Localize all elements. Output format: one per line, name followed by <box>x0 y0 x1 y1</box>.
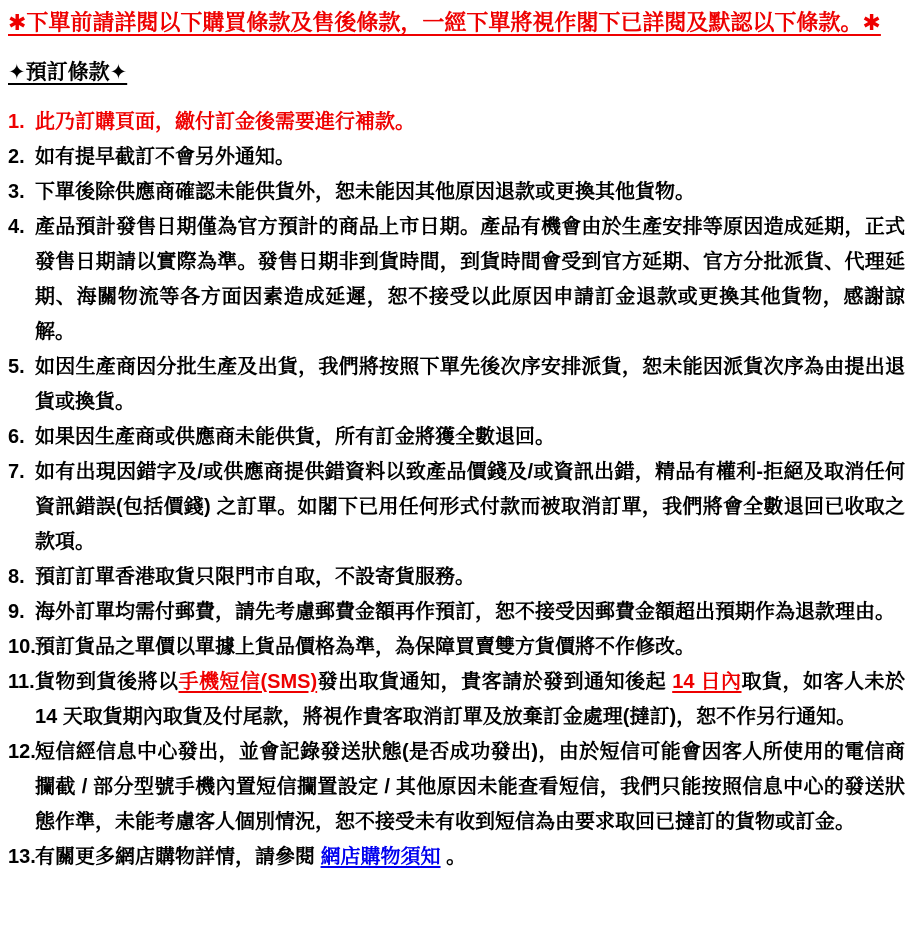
term-text <box>35 216 905 343</box>
term-text <box>35 111 415 133</box>
term-text-segment: 預訂訂單香港取貨只限門市自取，不設寄貨服務。 <box>35 566 475 588</box>
term-text-segment: 下單後除供應商確認未能供貨外，恕未能因其他原因退款或更換其他貨物。 <box>35 181 695 203</box>
term-item <box>8 665 905 735</box>
term-number: 13. <box>8 846 36 868</box>
term-text <box>35 566 475 588</box>
term-text <box>35 601 895 623</box>
term-text <box>35 356 905 413</box>
term-item <box>8 350 905 420</box>
term-number: 9. <box>8 601 25 623</box>
term-number: 10. <box>8 636 36 658</box>
term-item <box>8 140 905 175</box>
term-text-segment: 此乃訂購頁面，繳付訂金後需要進行補款。 <box>35 111 415 133</box>
shop-guide-link[interactable]: 網店購物須知 <box>320 846 441 868</box>
term-number: 6. <box>8 426 25 448</box>
term-text <box>35 146 295 168</box>
term-text-segment: 海外訂單均需付郵費，請先考慮郵費金額再作預訂，恕不接受因郵費金額超出預期作為退款理由。 <box>35 601 895 623</box>
term-item <box>8 630 905 665</box>
term-number: 8. <box>8 566 25 588</box>
term-text <box>35 636 695 658</box>
term-text-segment: 。 <box>440 846 467 868</box>
terms-list <box>8 105 905 875</box>
term-text-segment: 手機短信(SMS) <box>178 671 318 693</box>
term-text-segment: 如果因生產商或供應商未能供貨，所有訂金將獲全數退回。 <box>35 426 555 448</box>
term-text <box>35 741 905 833</box>
term-item <box>8 420 905 455</box>
term-number: 7. <box>8 461 25 483</box>
term-text-segment: 如因生產商因分批生產及出貨，我們將按照下單先後次序安排派貨，恕未能因派貨次序為由提出退貨或換貨。 <box>35 356 905 413</box>
term-text <box>35 461 905 553</box>
term-text-segment: 如有出現因錯字及/或供應商提供錯資料以致產品價錢及/或資訊出錯，精品有權利-拒絕及取消任何資訊錯誤(包括價錢) 之訂單。如閣下已用任何形式付款而被取消訂單，我們將會全數退回已收取之款項。 <box>35 461 905 553</box>
term-text <box>35 846 466 868</box>
term-item <box>8 560 905 595</box>
term-text-segment: 14 日內 <box>672 671 742 693</box>
term-text-segment: 貨物到貨後將以 <box>35 671 179 693</box>
term-number: 4. <box>8 216 25 238</box>
term-number: 3. <box>8 181 25 203</box>
term-number: 12. <box>8 741 36 763</box>
term-text-segment: 產品預計發售日期僅為官方預計的商品上市日期。產品有機會由於生產安排等原因造成延期，正式發售日期請以實際為準。發售日期非到貨時間，到貨時間會受到官方延期、官方分批派貨、代理延期、海關物流等各方面因素造成延遲，恕不接受以此原因申請訂金退款或更換其他貨物，感謝諒解。 <box>35 216 905 343</box>
term-item <box>8 105 905 140</box>
term-item <box>8 175 905 210</box>
term-text-segment: 如有提早截訂不會另外通知。 <box>35 146 295 168</box>
term-item <box>8 735 905 840</box>
term-item <box>8 840 905 875</box>
term-item <box>8 595 905 630</box>
purchase-notice-banner: ✱下單前請詳閱以下購買條款及售後條款，一經下單將視作閣下已詳閱及默認以下條款。✱ <box>8 10 881 35</box>
term-text-segment: 預訂貨品之單價以單據上貨品價格為準，為保障買賣雙方貨價將不作修改。 <box>35 636 695 658</box>
preorder-terms-heading: ✦預訂條款✦ <box>8 61 128 84</box>
term-number: 5. <box>8 356 25 378</box>
term-number: 2. <box>8 146 25 168</box>
term-item <box>8 210 905 350</box>
term-text-segment: 有關更多網店購物詳情，請參閱 <box>35 846 321 868</box>
term-text <box>35 671 905 728</box>
term-number: 1. <box>8 111 25 133</box>
term-text-segment: 取貨，如客人未於 14 天取貨期內取貨及付尾款，將視作貴客取消訂單及放棄訂金處理(撻訂)，恕不作另行通知。 <box>35 671 906 728</box>
term-text <box>35 181 695 203</box>
term-text-segment: 短信經信息中心發出，並會記錄發送狀態(是否成功發出)，由於短信可能會因客人所使用的電信商攔截 / 部分型號手機內置短信攔置設定 / 其他原因未能查看短信，我們只能按照信息中心的發送狀態作準，未能考慮客人個別情況，恕不接受未有收到短信為由要求取回已撻訂的貨物或訂金。 <box>35 741 905 833</box>
term-text-segment: 發出取貨通知，貴客請於發到通知後起 <box>317 671 673 693</box>
term-number: 11. <box>8 671 35 693</box>
term-text <box>35 426 555 448</box>
term-item <box>8 455 905 560</box>
